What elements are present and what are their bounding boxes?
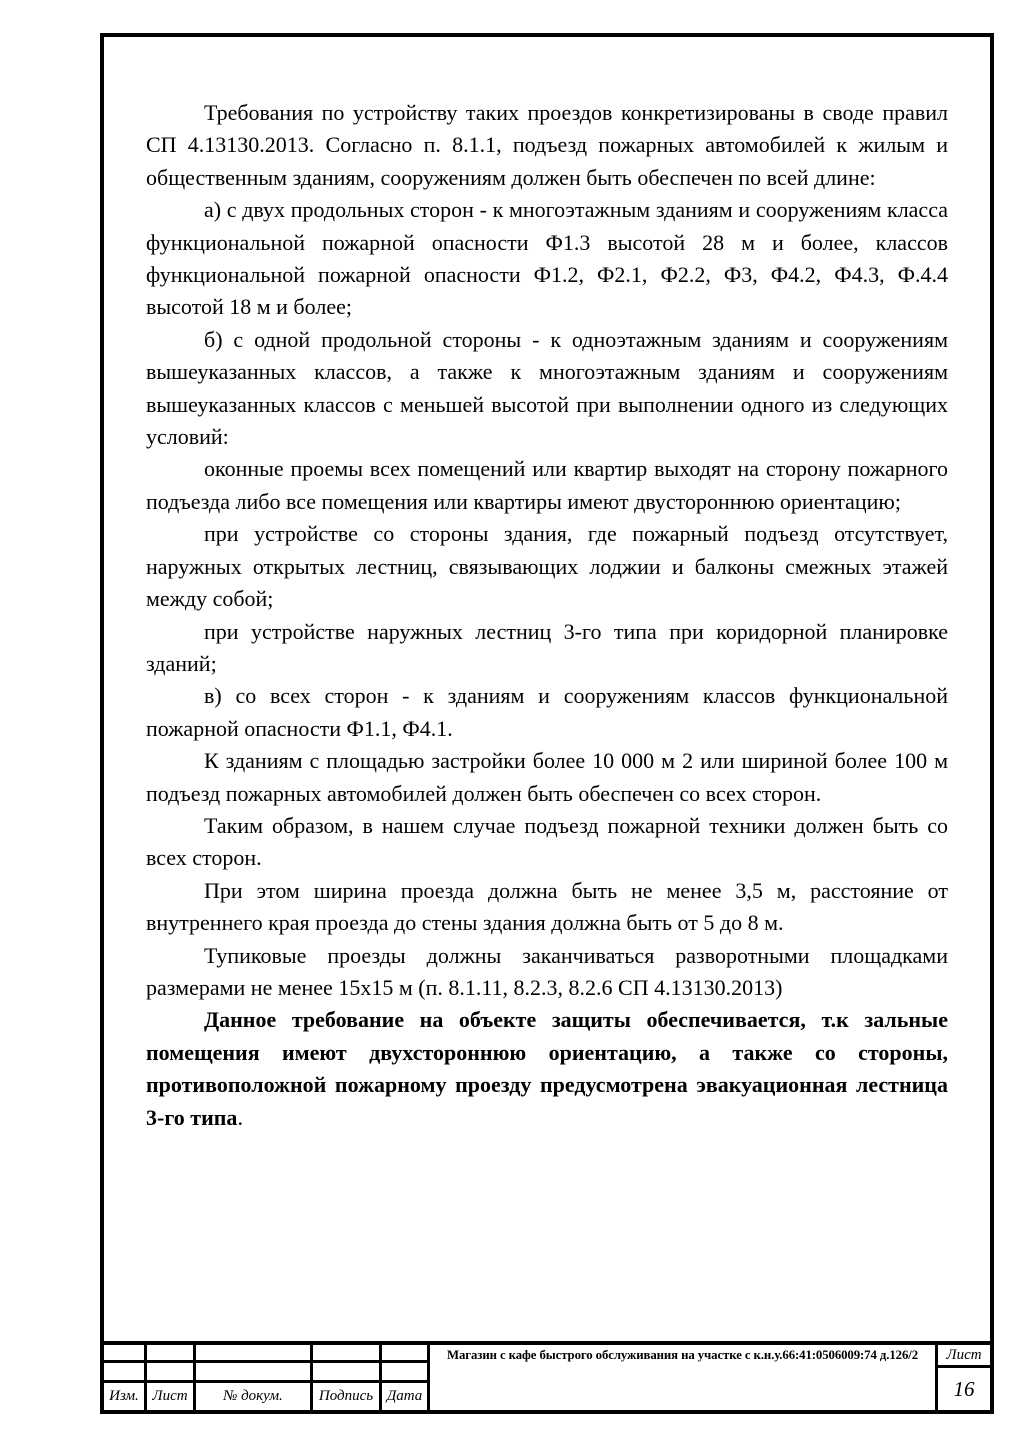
titleblock-cell (313, 1363, 379, 1383)
titleblock-label-izm: Изм. (109, 1388, 139, 1404)
paragraph: в) со всех сторон - к зданиям и сооружениям классов функциональной пожарной опасности Ф1.1, Ф4.1. (146, 683, 948, 741)
titleblock-cell (382, 1345, 427, 1363)
sheet-number: 16 (953, 1376, 975, 1401)
paragraph: оконные проемы всех помещений или квартир выходят на сторону пожарного подъезда либо все помещения или квартиры имеют двустороннюю ориентацию; (146, 456, 948, 514)
paragraph: а) с двух продольных сторон - к многоэтажным зданиям и сооружениям класса функциональной пожарной опасности Ф1.3 высотой 28 м и более, классов функциональной пожарной опасности Ф1.2, Ф2.1, Ф2.2, Ф3, Ф4.2, Ф4.3, Ф.4.4 высотой 18 м и более; (146, 197, 948, 320)
titleblock-column-list (147, 1345, 196, 1410)
titleblock-column-data (382, 1345, 430, 1410)
titleblock-cell (104, 1363, 144, 1383)
paragraph: Таким образом, в нашем случае подъезд пожарной техники должен быть со всех сторон. (146, 812, 948, 871)
paragraph: При этом ширина проезда должна быть не менее 3,5 м, расстояние от внутреннего края проезда до стены здания должна быть от 5 до 8 м. (146, 877, 948, 936)
titleblock-label-data: Дата (386, 1388, 423, 1404)
titleblock-cell (313, 1345, 379, 1363)
document-body-text (146, 97, 948, 1134)
titleblock-cell (382, 1363, 427, 1383)
titleblock-cell (147, 1363, 193, 1383)
title-block (100, 1341, 994, 1414)
paragraph: при устройстве со стороны здания, где пожарный подъезд отсутствует, наружных открытых лестниц, связывающих лоджии и балконы смежных этажей между собой; (146, 521, 948, 612)
sheet-label: Лист (938, 1345, 990, 1368)
paragraph-conclusion-bold (146, 1004, 948, 1134)
titleblock-column-podpis (313, 1345, 382, 1410)
titleblock-label-list: Лист (152, 1388, 188, 1404)
titleblock-column-izm (104, 1345, 147, 1410)
titleblock-cell (196, 1345, 310, 1363)
bold-text-tail: . (237, 1104, 243, 1130)
titleblock-cell (196, 1363, 310, 1383)
titleblock-document-title-cell (430, 1345, 938, 1410)
titleblock-label-podpis: Подпись (318, 1388, 374, 1404)
paragraph: б) с одной продольной стороны - к одноэтажным зданиям и сооружениям вышеуказанных классов, а также к многоэтажным зданиям и сооружениям вышеуказанных классов с меньшей высотой при выполнении одного из следующих условий: (146, 326, 948, 450)
paragraph: при устройстве наружных лестниц 3-го типа при коридорной планировке зданий; (146, 618, 948, 676)
document-title: Магазин с кафе быстрого обслуживания на участке с к.н.у.66:41:0506009:74 д.126/2 (446, 1348, 918, 1362)
titleblock-sheet-column (938, 1345, 990, 1410)
paragraph: Тупиковые проезды должны заканчиваться разворотными площадками размерами не менее 15х15 м (п. 8.1.11, 8.2.3, 8.2.6 СП 4.13130.2013) (146, 942, 948, 1000)
paragraph: Требования по устройству таких проездов конкретизированы в своде правил СП 4.13130.2013. Согласно п. 8.1.1, подъезд пожарных автомобилей к жилым и общественным зданиям, сооружениям должен быть обеспечен по всей длине: (146, 100, 948, 190)
titleblock-label-dokum: № докум. (223, 1388, 283, 1404)
page-frame (100, 33, 994, 1341)
titleblock-cell (104, 1345, 144, 1363)
bold-text: Данное требование на объекте защиты обеспечивается, т.к зальные помещения имеют двухстороннюю ориентацию, а также со стороны, противоположной пожарному проезду предусмотрена эвакуационная лестница 3-го типа (146, 1007, 948, 1130)
titleblock-cell (147, 1345, 193, 1363)
titleblock-column-dokum (196, 1345, 313, 1410)
paragraph: К зданиям с площадью застройки более 10 000 м 2 или шириной более 100 м подъезд пожарных автомобилей должен быть обеспечен со всех сторон. (146, 748, 948, 806)
